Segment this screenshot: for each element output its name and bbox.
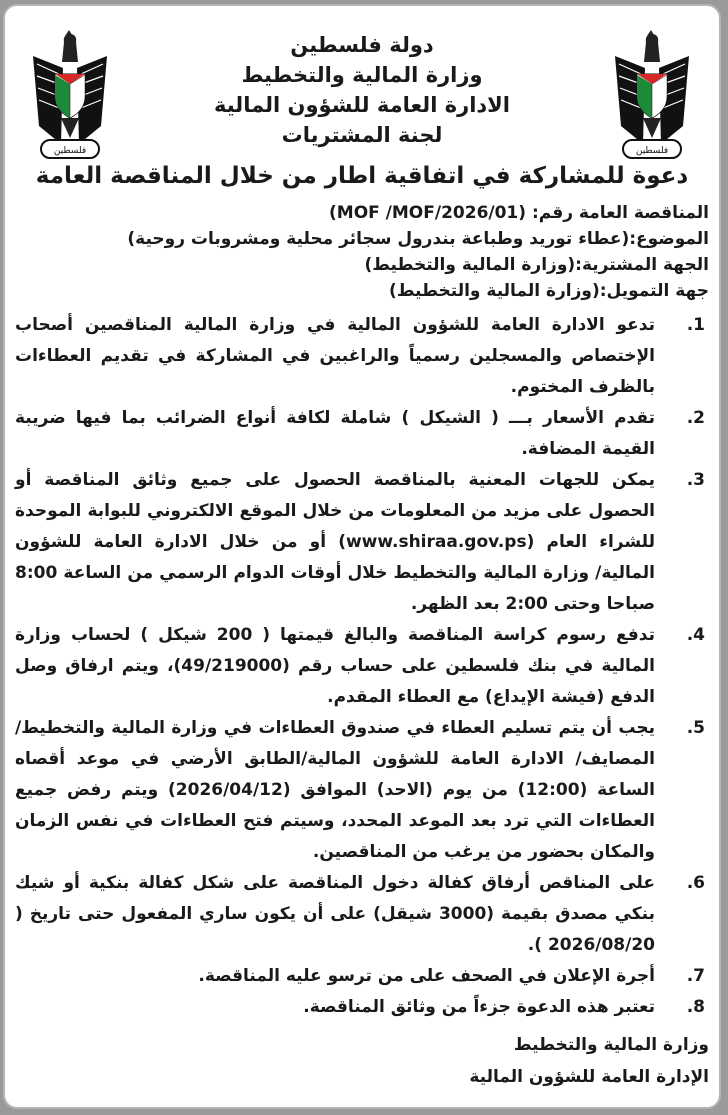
notice-title: دعوة للمشاركة في اتفاقية اطار من خلال المناقصة العامة bbox=[35, 163, 689, 189]
field-label: المناقصة العامة رقم: bbox=[531, 203, 709, 223]
tender-notice bbox=[3, 4, 721, 1109]
list-item bbox=[15, 620, 709, 713]
list-item bbox=[15, 310, 709, 403]
item-text: تعتبر هذه الدعوة جزءاً من وثائق المناقصة. bbox=[303, 997, 655, 1017]
field-label: الجهة المشترية: bbox=[575, 255, 709, 275]
item-number: .7 bbox=[686, 966, 705, 986]
emblem-label: فلسطين bbox=[53, 146, 87, 156]
field-label: الموضوع: bbox=[629, 229, 709, 249]
palestine-emblem-icon bbox=[25, 26, 115, 166]
item-text: يمكن للجهات المعنية بالمناقصة الحصول على جميع وثائق المناقصة أو الحصول على مزيد من المعلومات من خلال الموقع الالكتروني للبوابة الموحدة للشراء العام (www.shiraa.gov.ps) أو من خلال الادارة العامة للشؤون المالية/ وزارة المالية والتخطيط خلال أوقات الدوام الرسمي من الساعة 8:00 صباحا وحتى 2:00 بعد الظهر. bbox=[15, 470, 655, 614]
tender-fields bbox=[15, 200, 709, 304]
item-number: .5 bbox=[686, 718, 705, 738]
item-text: على المناقص أرفاق كفالة دخول المناقصة على شكل كفالة بنكية أو شيك بنكي مصدق بقيمة (3000 شيقل) على أن يكون ساري المفعول حتى تاريخ ( 2026/08/20 ). bbox=[15, 873, 655, 955]
item-number: .4 bbox=[686, 625, 705, 645]
item-text: تقدم الأسعار بـــ ( الشيكل ) شاملة لكافة أنواع الضرائب بما فيها ضريبة القيمة المضافة. bbox=[15, 408, 655, 459]
palestine-emblem-icon bbox=[607, 26, 697, 166]
item-text: تدعو الادارة العامة للشؤون المالية في وزارة المالية المناقصين أصحاب الإختصاص والمسجلين رسمياً والراغبين في المشاركة في تقديم العطاءات بالظرف المختوم. bbox=[15, 315, 655, 397]
list-item bbox=[15, 465, 709, 620]
item-text: تدفع رسوم كراسة المناقصة والبالغ قيمتها ( 200 شيكل ) لحساب وزارة المالية في بنك فلسطين على حساب رقم (49/219000)، ويتم ارفاق وصل الدفع (فيشة الإيداع) مع العطاء المقدم. bbox=[15, 625, 655, 707]
field-label: جهة التمويل: bbox=[599, 281, 709, 301]
item-number: .6 bbox=[686, 873, 705, 893]
item-number: .3 bbox=[686, 470, 705, 490]
terms-list bbox=[15, 310, 709, 1023]
field-value: (عطاء توريد وطباعة بندرول سجائر محلية ومشروبات روحية) bbox=[127, 229, 630, 249]
item-number: .1 bbox=[686, 315, 705, 335]
item-text: أجرة الإعلان في الصحف على من ترسو عليه المناقصة. bbox=[198, 966, 655, 986]
letterhead bbox=[115, 30, 609, 150]
list-item bbox=[15, 992, 709, 1023]
field-tender-number bbox=[15, 200, 709, 226]
department-name: الادارة العامة للشؤون المالية bbox=[214, 93, 510, 117]
list-item bbox=[15, 403, 709, 465]
field-subject bbox=[15, 226, 709, 252]
item-number: .8 bbox=[686, 997, 705, 1017]
signature-lines bbox=[15, 1029, 709, 1093]
ministry-name: وزارة المالية والتخطيط bbox=[241, 63, 483, 87]
signature-department: الإدارة العامة للشؤون المالية bbox=[469, 1067, 709, 1087]
field-value: (MOF /MOF/2026/01) bbox=[329, 203, 527, 223]
field-value: (وزارة المالية والتخطيط) bbox=[364, 255, 576, 275]
state-name: دولة فلسطين bbox=[290, 33, 434, 57]
emblem-label: فلسطين bbox=[635, 146, 669, 156]
field-funder bbox=[15, 278, 709, 304]
signature-ministry: وزارة المالية والتخطيط bbox=[513, 1035, 709, 1055]
list-item bbox=[15, 868, 709, 961]
field-purchaser bbox=[15, 252, 709, 278]
item-number: .2 bbox=[686, 408, 705, 428]
list-item bbox=[15, 961, 709, 992]
list-item bbox=[15, 713, 709, 868]
signature-block bbox=[15, 1029, 709, 1093]
item-text: يجب أن يتم تسليم العطاء في صندوق العطاءات في وزارة المالية والتخطيط/ المصايف/ الادارة العامة للشؤون المالية/الطابق الأرضي في موعد أقصاه الساعة (12:00) من يوم (الاحد) الموافق (2026/04/12) ويتم رفض جميع العطاءات التي ترد بعد الموعد المحدد، وسيتم فتح العطاءات في نفس الزمان والمكان بحضور من يرغب من المناقصين. bbox=[15, 718, 655, 862]
committee-name: لجنة المشتريات bbox=[281, 123, 443, 147]
field-value: (وزارة المالية والتخطيط) bbox=[389, 281, 600, 301]
